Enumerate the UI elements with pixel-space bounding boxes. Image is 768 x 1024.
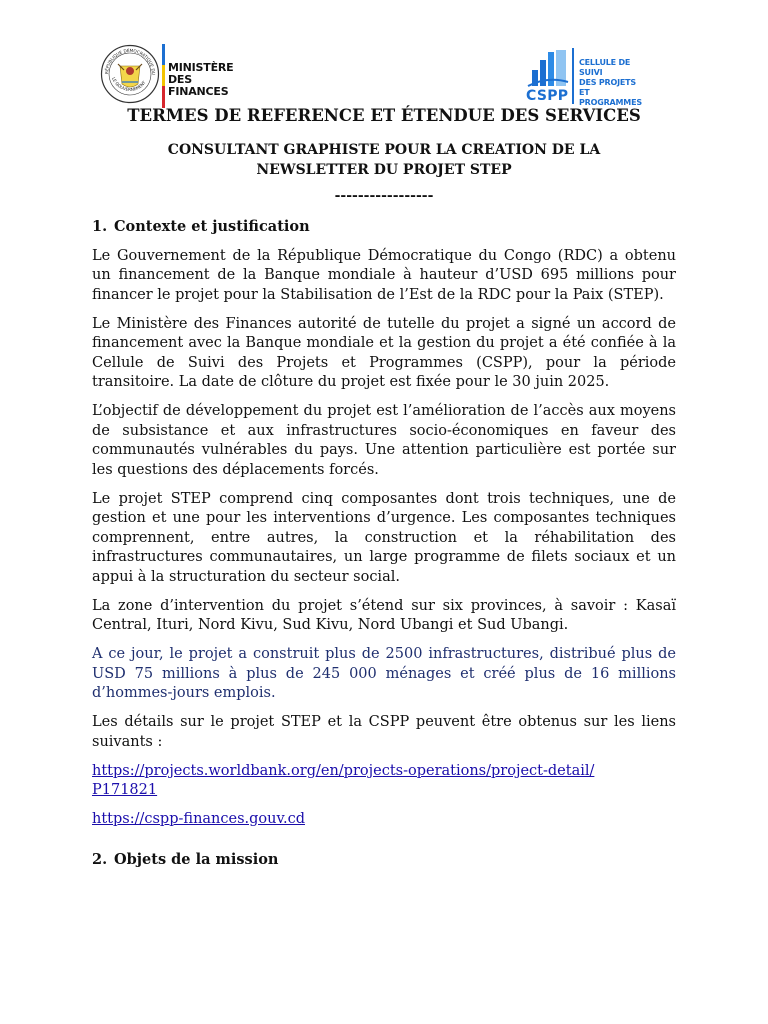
- ministry-name: [168, 62, 250, 98]
- title-separator: -----------------: [334, 188, 434, 204]
- paragraph-links-intro: Les détails sur le projet STEP et la CSPP peuvent être obtenus sur les liens suivants :: [92, 714, 676, 750]
- cspp-link-block: [92, 810, 676, 830]
- document-body: [92, 217, 676, 879]
- flag-color-bar: [162, 44, 165, 108]
- cspp-logo: [526, 46, 646, 108]
- section-1-title: Contexte et justification: [114, 218, 310, 235]
- cspp-acronym: CSPP: [526, 88, 569, 104]
- section-2-number: 2.: [92, 850, 108, 868]
- worldbank-link-block: [92, 762, 676, 801]
- document-title: TERMES DE REFERENCE ET ÉTENDUE DES SERVICES: [127, 106, 641, 125]
- ministry-name-line2: DES FINANCES: [168, 73, 229, 98]
- paragraph-components: Le projet STEP comprend cinq composantes dont trois techniques, une de gestion et une pour les interventions d’urgence. Les composantes techniques comprennent, entre autres, la construction et la réhabilitation des infrastructures communautaires, un large programme de filets sociaux et un appui à la structuration du secteur social.: [92, 490, 676, 585]
- worldbank-link-line1: https://projects.worldbank.org/en/projects-operations/project-detail/: [92, 762, 595, 779]
- cspp-name-line2: DES PROJETS ET: [579, 78, 636, 97]
- paragraph-objective: L’objectif de développement du projet est l’amélioration de l’accès aux moyens de subsistance et aux infrastructures socio-économiques en faveur des communautés vulnérables du pays. Une attention particulière est portée sur les questions des déplacements forcés.: [92, 403, 676, 478]
- cspp-full-name: [579, 58, 646, 108]
- paragraph-achievements: A ce jour, le projet a construit plus de 2500 infrastructures, distribué plus de USD 75 millions à plus de 245 000 ménages et créé plus de 16 millions d’hommes-jours emplois.: [92, 646, 676, 701]
- section-2-title: Objets de la mission: [114, 850, 279, 868]
- worldbank-project-link[interactable]: [92, 762, 594, 801]
- cspp-name-line1: CELLULE DE SUIVI: [579, 58, 631, 77]
- subtitle-line2: NEWSLETTER DU PROJET STEP: [256, 162, 512, 178]
- document-subtitle: [120, 140, 648, 180]
- svg-text:LE GOUVERNEMENT: LE GOUVERNEMENT: [111, 76, 147, 92]
- cspp-divider: [572, 48, 574, 104]
- ministry-name-line1: MINISTÈRE: [168, 61, 234, 74]
- paragraph-ministry-agreement: Le Ministère des Finances autorité de tutelle du projet a signé un accord de financement avec la Banque mondiale et la gestion du projet a été confiée à la Cellule de Suivi des Projets et Programmes (CSPP), pour la période transitoire. La date de clôture du projet est fixée pour le 30 juin 2025.: [92, 315, 676, 390]
- section-1-number: 1.: [92, 218, 108, 235]
- subtitle-line1: CONSULTANT GRAPHISTE POUR LA CREATION DE LA: [167, 142, 601, 158]
- section-1-heading: [92, 217, 676, 237]
- paragraph-financing: Le Gouvernement de la République Démocratique du Congo (RDC) a obtenu un financement de la Banque mondiale à hauteur d’USD 695 millions pour financer le projet pour la Stabilisation de l’Est de la RDC pour la Paix (STEP).: [92, 247, 676, 303]
- cspp-building-icon: [526, 46, 570, 90]
- paragraph-zone: La zone d’intervention du projet s’étend sur six provinces, à savoir : Kasaï Central, Ituri, Nord Kivu, Sud Kivu, Nord Ubangi et Sud Ubangi.: [92, 597, 676, 633]
- cspp-website-link[interactable]: https://cspp-finances.gouv.cd: [92, 811, 305, 827]
- svg-text:RÉPUBLIQUE DÉMOCRATIQUE DU CON: RÉPUBLIQUE DÉMOCRATIQUE DU: [103, 47, 157, 75]
- section-2-heading: [92, 850, 676, 870]
- cspp-name-line3: PROGRAMMES: [579, 98, 642, 107]
- ministry-logo: [100, 42, 250, 108]
- seal-text: [100, 44, 160, 104]
- worldbank-link-line2: P171821: [92, 782, 158, 798]
